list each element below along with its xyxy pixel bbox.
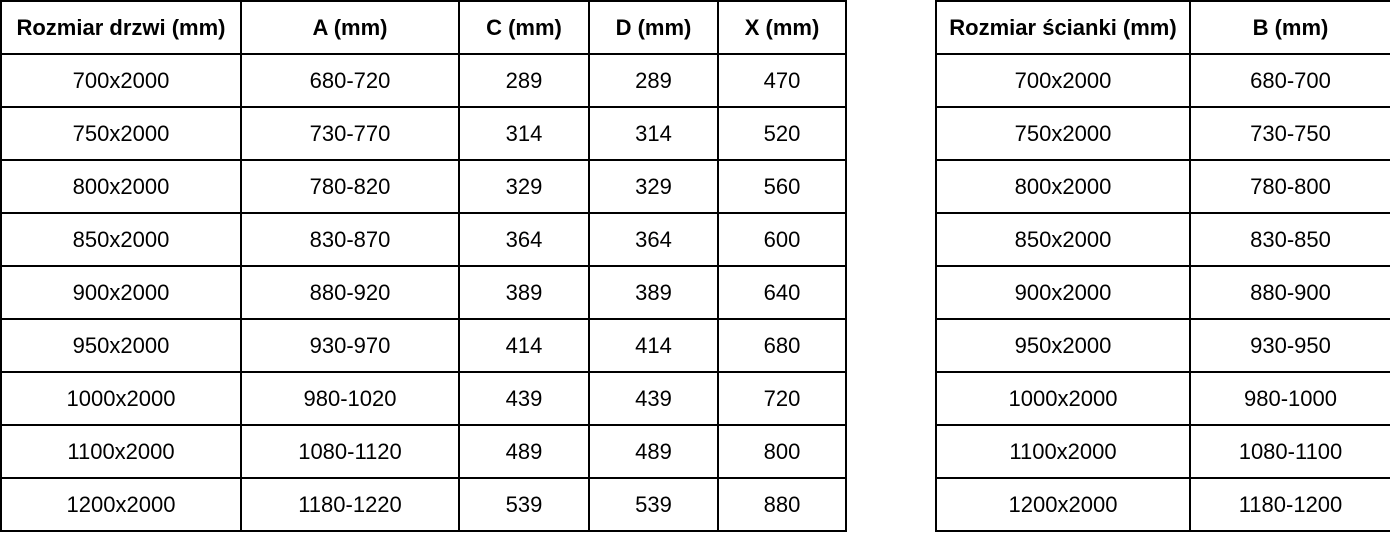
table-cell: 800x2000 (1, 160, 241, 213)
table-cell: 489 (589, 425, 718, 478)
table-cell: 680-700 (1190, 54, 1390, 107)
table-cell: 730-750 (1190, 107, 1390, 160)
column-header: Rozmiar drzwi (mm) (1, 1, 241, 54)
table-row (1, 478, 846, 531)
column-header: Rozmiar ścianki (mm) (936, 1, 1190, 54)
table-cell: 1100x2000 (1, 425, 241, 478)
table-cell: 414 (589, 319, 718, 372)
table-cell: 314 (589, 107, 718, 160)
table-cell: 329 (459, 160, 589, 213)
table-cell: 1000x2000 (936, 372, 1190, 425)
table-cell: 780-820 (241, 160, 459, 213)
table-row (936, 160, 1390, 213)
table-cell: 364 (459, 213, 589, 266)
table-row (1, 213, 846, 266)
table-cell: 1100x2000 (936, 425, 1190, 478)
table-cell: 389 (589, 266, 718, 319)
table-row (936, 54, 1390, 107)
table-cell: 314 (459, 107, 589, 160)
table-cell: 1180-1200 (1190, 478, 1390, 531)
table-cell: 930-950 (1190, 319, 1390, 372)
column-header: A (mm) (241, 1, 459, 54)
table-cell: 520 (718, 107, 846, 160)
header-row (1, 1, 846, 54)
table-cell: 640 (718, 266, 846, 319)
table-cell: 1080-1100 (1190, 425, 1390, 478)
table-cell: 750x2000 (1, 107, 241, 160)
table-cell: 389 (459, 266, 589, 319)
column-header: B (mm) (1190, 1, 1390, 54)
table-cell: 830-850 (1190, 213, 1390, 266)
table-row (936, 478, 1390, 531)
table-row (936, 319, 1390, 372)
column-header: C (mm) (459, 1, 589, 54)
table-cell: 329 (589, 160, 718, 213)
table-cell: 930-970 (241, 319, 459, 372)
table-row (1, 160, 846, 213)
table-cell: 680-720 (241, 54, 459, 107)
table-cell: 439 (589, 372, 718, 425)
table-cell: 900x2000 (1, 266, 241, 319)
table-cell: 1000x2000 (1, 372, 241, 425)
table-cell: 750x2000 (936, 107, 1190, 160)
table-cell: 289 (589, 54, 718, 107)
table-cell: 880-900 (1190, 266, 1390, 319)
table-cell: 700x2000 (1, 54, 241, 107)
table-cell: 880 (718, 478, 846, 531)
table-row (936, 107, 1390, 160)
table-cell: 900x2000 (936, 266, 1190, 319)
table-cell: 600 (718, 213, 846, 266)
table-cell: 850x2000 (936, 213, 1190, 266)
table-row (1, 372, 846, 425)
table-cell: 439 (459, 372, 589, 425)
table-cell: 539 (589, 478, 718, 531)
table-cell: 830-870 (241, 213, 459, 266)
table-cell: 1180-1220 (241, 478, 459, 531)
table-row (936, 266, 1390, 319)
table-cell: 800 (718, 425, 846, 478)
table-cell: 950x2000 (1, 319, 241, 372)
table-cell: 470 (718, 54, 846, 107)
table-cell: 1080-1120 (241, 425, 459, 478)
table-row (1, 54, 846, 107)
table-row (1, 425, 846, 478)
table-cell: 950x2000 (936, 319, 1190, 372)
table-cell: 730-770 (241, 107, 459, 160)
table-cell: 680 (718, 319, 846, 372)
table-row (1, 319, 846, 372)
table-cell: 720 (718, 372, 846, 425)
table-cell: 539 (459, 478, 589, 531)
table-cell: 1200x2000 (1, 478, 241, 531)
table-row (1, 266, 846, 319)
table-row (1, 107, 846, 160)
table-cell: 700x2000 (936, 54, 1190, 107)
table-row (936, 372, 1390, 425)
table-cell: 800x2000 (936, 160, 1190, 213)
table-cell: 980-1000 (1190, 372, 1390, 425)
table-cell: 414 (459, 319, 589, 372)
wall-sizes-table (935, 0, 1390, 532)
table-cell: 289 (459, 54, 589, 107)
table-row (936, 213, 1390, 266)
table-cell: 780-800 (1190, 160, 1390, 213)
table-cell: 880-920 (241, 266, 459, 319)
table-row (936, 425, 1390, 478)
header-row (936, 1, 1390, 54)
table-cell: 489 (459, 425, 589, 478)
table-cell: 980-1020 (241, 372, 459, 425)
column-header: X (mm) (718, 1, 846, 54)
table-cell: 560 (718, 160, 846, 213)
table-cell: 1200x2000 (936, 478, 1190, 531)
table-cell: 364 (589, 213, 718, 266)
table-cell: 850x2000 (1, 213, 241, 266)
column-header: D (mm) (589, 1, 718, 54)
